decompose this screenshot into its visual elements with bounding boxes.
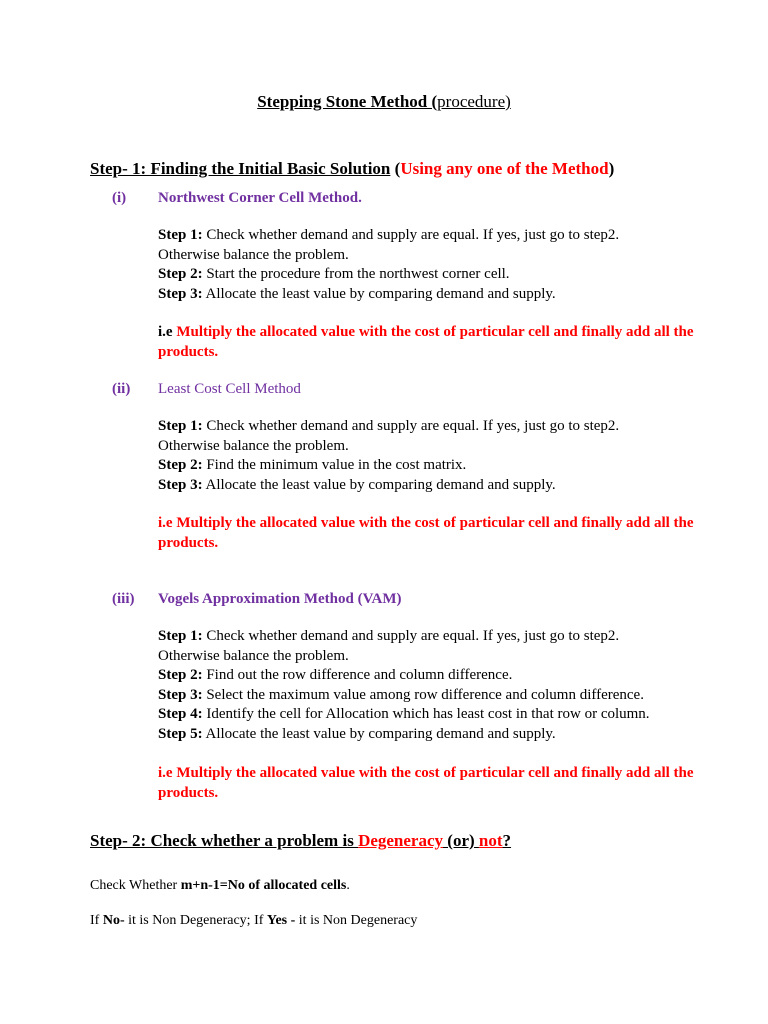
if-line bbox=[90, 913, 417, 929]
method-3-step-2 bbox=[158, 666, 650, 686]
step-label: Step 3: bbox=[158, 686, 203, 703]
if-yes: Yes - bbox=[266, 913, 296, 928]
method-3-step-3 bbox=[158, 686, 650, 706]
method-1-step-2 bbox=[158, 265, 619, 285]
step2-or: (or) bbox=[443, 831, 479, 850]
method-2-step-3 bbox=[158, 476, 619, 496]
method-3-steps bbox=[158, 627, 650, 744]
if-p2: it is Non Degeneracy; If bbox=[124, 913, 267, 928]
step-text: Allocate the least value by comparing demand and supply. bbox=[202, 285, 556, 302]
step1-paren-open: ( bbox=[394, 159, 401, 178]
step2-label: Step- 2: Check whether a problem is bbox=[90, 831, 359, 850]
method-3-number: (iii) bbox=[112, 591, 135, 607]
title-normal: procedure) bbox=[437, 92, 511, 111]
step2-question: ? bbox=[502, 831, 512, 850]
step-text: Allocate the least value by comparing demand and supply. bbox=[202, 476, 556, 493]
page-title bbox=[0, 92, 768, 112]
step-label: Step 2: bbox=[158, 457, 203, 473]
step-text: Check whether demand and supply are equal. If yes, just go to step2. bbox=[202, 418, 620, 434]
method-3-step-5 bbox=[158, 725, 650, 745]
note-prefix: i.e bbox=[158, 324, 177, 340]
method-2-note: i.e Multiply the allocated value with the cost of particular cell and finally add all the products. bbox=[158, 515, 694, 551]
step-text: Check whether demand and supply are equal. If yes, just go to step2. bbox=[202, 628, 620, 644]
if-p1: If bbox=[90, 913, 103, 928]
step-text: Otherwise balance the problem. bbox=[158, 437, 349, 454]
step-label: Step 2: bbox=[158, 266, 203, 282]
method-3-step-1 bbox=[158, 627, 650, 647]
method-3-step-4 bbox=[158, 705, 650, 725]
title-bold: Stepping Stone Method ( bbox=[257, 92, 438, 111]
step1-paren-close: ) bbox=[608, 159, 615, 178]
note-text: Multiply the allocated value with the cost of particular cell and finally add all the products. bbox=[158, 324, 694, 360]
method-2-step-1-cont bbox=[158, 437, 619, 457]
step-label: Step 4: bbox=[158, 706, 203, 722]
step-label: Step 1: bbox=[158, 628, 203, 644]
step2-degeneracy: Degeneracy bbox=[358, 831, 444, 850]
method-1-note bbox=[158, 322, 698, 362]
step-label: Step 3: bbox=[158, 476, 203, 493]
method-2-step-1 bbox=[158, 417, 619, 437]
step-text: Otherwise balance the problem. bbox=[158, 647, 349, 664]
step-text: Find out the row difference and column difference. bbox=[202, 667, 513, 683]
check-suffix: . bbox=[346, 878, 350, 893]
step1-heading bbox=[90, 159, 614, 179]
step-label: Step 1: bbox=[158, 418, 203, 434]
method-2-steps bbox=[158, 417, 619, 495]
step-text: Check whether demand and supply are equal. If yes, just go to step2. bbox=[202, 227, 620, 243]
method-3-name: Vogels Approximation Method (VAM) bbox=[158, 591, 402, 607]
method-3-step-1-cont bbox=[158, 647, 650, 667]
step2-heading bbox=[90, 831, 511, 851]
check-formula: m+n-1=No of allocated cells bbox=[180, 878, 347, 893]
method-1-step-3 bbox=[158, 285, 619, 305]
step1-red-text: Using any one of the Method bbox=[400, 159, 609, 178]
method-1-steps bbox=[158, 226, 619, 304]
step-text: Select the maximum value among row difference and column difference. bbox=[202, 686, 644, 703]
step-text: Otherwise balance the problem. bbox=[158, 246, 349, 263]
method-1-step-1 bbox=[158, 226, 619, 246]
step2-not: not bbox=[478, 831, 503, 850]
method-2-step-2 bbox=[158, 456, 619, 476]
step-label: Step 5: bbox=[158, 725, 203, 742]
method-2-name: Least Cost Cell Method bbox=[158, 381, 301, 397]
method-1-number: (i) bbox=[112, 190, 127, 206]
step-text: Start the procedure from the northwest corner cell. bbox=[202, 266, 510, 282]
if-p3: it is Non Degeneracy bbox=[295, 913, 418, 928]
step-label: Step 1: bbox=[158, 227, 203, 243]
step-text: Find the minimum value in the cost matrix. bbox=[202, 457, 467, 473]
step-text: Allocate the least value by comparing demand and supply. bbox=[202, 725, 556, 742]
step-text: Identify the cell for Allocation which has least cost in that row or column. bbox=[202, 706, 650, 722]
check-line bbox=[90, 878, 350, 894]
check-prefix: Check Whether bbox=[90, 878, 181, 893]
method-3-note: i.e Multiply the allocated value with the cost of particular cell and finally add all the products. bbox=[158, 765, 694, 801]
step-label: Step 2: bbox=[158, 667, 203, 683]
step1-label: Step- 1: Finding the Initial Basic Solution bbox=[90, 159, 391, 178]
method-2-number: (ii) bbox=[112, 381, 131, 397]
method-1-name: Northwest Corner Cell Method. bbox=[158, 190, 362, 206]
step-label: Step 3: bbox=[158, 285, 203, 302]
if-no: No- bbox=[102, 913, 125, 928]
method-1-step-1-cont bbox=[158, 246, 619, 266]
